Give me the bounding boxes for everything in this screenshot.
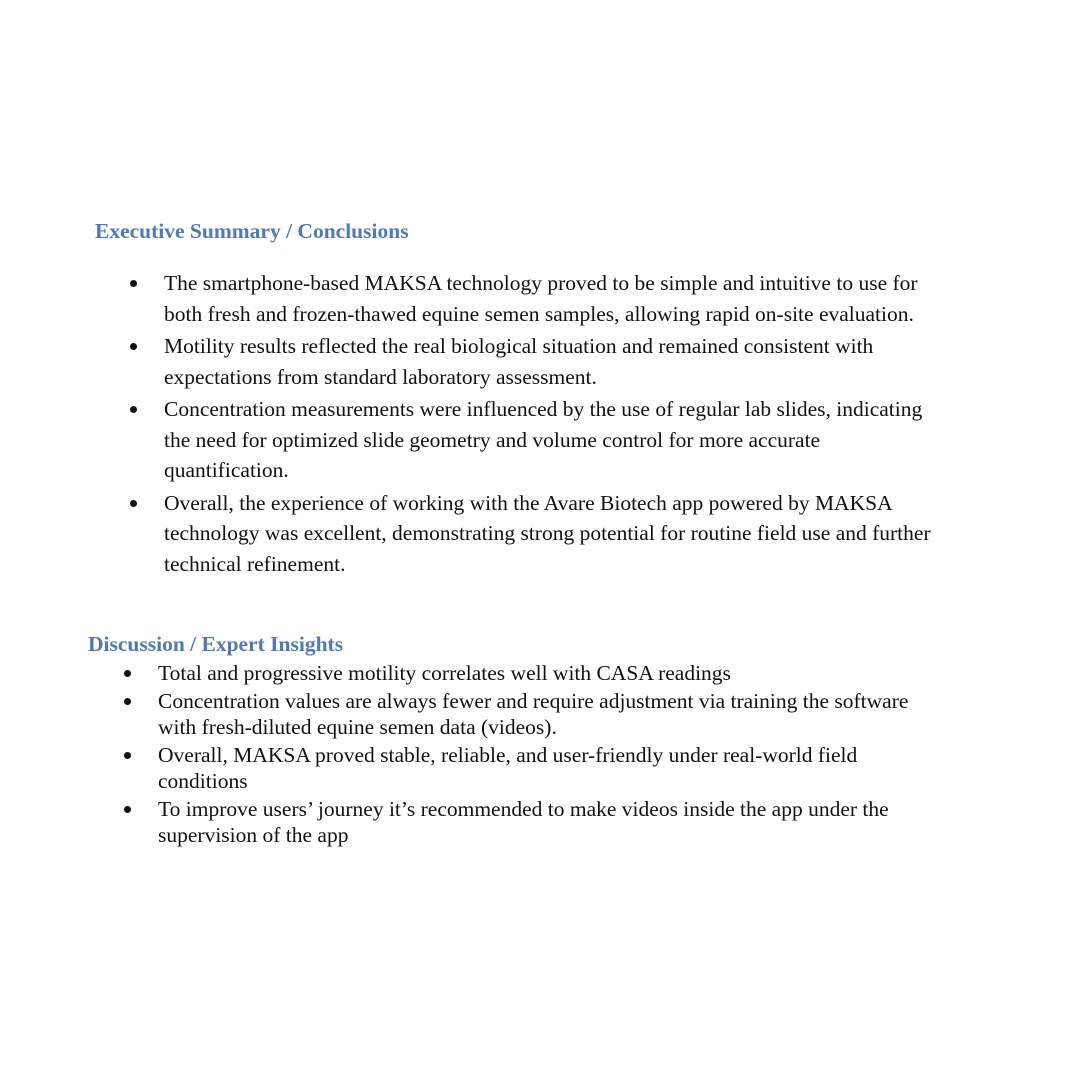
- list-item: [158, 742, 998, 795]
- discussion-list: [158, 660, 998, 849]
- list-item-text: Motility results reflected the real biological situation and remained consistent with expectations from standard laboratory assessment.: [164, 334, 874, 389]
- bullet-icon: [124, 698, 131, 705]
- list-item-text: To improve users’ journey it’s recommended to make videos inside the app under the supervision of the app: [158, 796, 889, 847]
- list-item-text: Concentration measurements were influenced by the use of regular lab slides, indicating the need for optimized slide geometry and volume control for more accurate quantification.: [164, 397, 923, 482]
- list-item-text: Overall, MAKSA proved stable, reliable, and user-friendly under real-world field conditions: [158, 742, 858, 793]
- list-item: [164, 488, 1004, 580]
- list-item: [164, 394, 1004, 486]
- discussion-heading: Discussion / Expert Insights: [88, 632, 344, 656]
- list-item-text: Total and progressive motility correlates well with CASA readings: [158, 661, 731, 685]
- bullet-icon: [130, 406, 137, 413]
- bullet-icon: [130, 500, 137, 507]
- list-item: [164, 268, 1004, 329]
- bullet-icon: [130, 280, 137, 287]
- bullet-icon: [124, 806, 131, 813]
- bullet-icon: [130, 343, 137, 350]
- list-item-text: The smartphone-based MAKSA technology proved to be simple and intuitive to use for both fresh and frozen-thawed equine semen samples, allowing rapid on-site evaluation.: [164, 271, 918, 326]
- bullet-icon: [124, 670, 131, 677]
- list-item-text: Overall, the experience of working with the Avare Biotech app powered by MAKSA technology was excellent, demonstrating strong potential for routine field use and further technical refinement.: [164, 490, 931, 576]
- executive-summary-list: [164, 268, 1004, 579]
- list-item: [158, 796, 998, 849]
- executive-summary-section: [95, 216, 995, 581]
- list-item-text: Concentration values are always fewer and require adjustment via training the software with fresh-diluted equine semen data (videos).: [158, 688, 909, 739]
- list-item: [158, 660, 998, 687]
- discussion-section: [88, 629, 988, 850]
- bullet-icon: [124, 752, 131, 759]
- executive-summary-heading: Executive Summary / Conclusions: [95, 219, 409, 243]
- list-item: [158, 688, 998, 741]
- list-item: [164, 331, 1004, 392]
